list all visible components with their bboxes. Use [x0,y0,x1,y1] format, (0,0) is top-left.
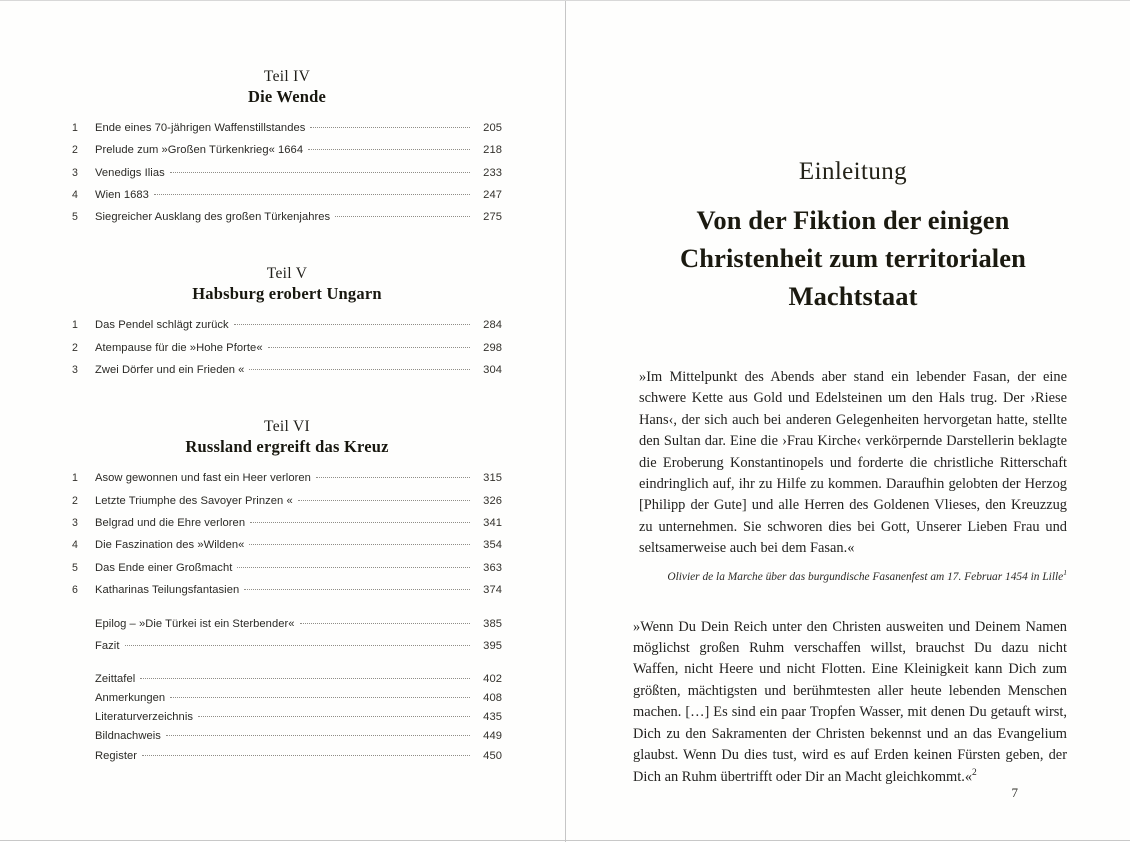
toc-dot-leader [249,369,470,370]
toc-entry-label: Asow gewonnen und fast ein Heer verloren [95,472,311,485]
toc-entry[interactable] [72,206,502,228]
epigraph-attribution [639,567,1067,585]
toc-dot-leader [237,567,470,568]
right-page [565,1,1130,842]
toc-entry-page: 374 [483,583,502,596]
toc-dot-leader [154,194,470,195]
toc-dot-leader [310,127,470,128]
toc-dot-leader [142,755,470,756]
toc-entry-page: 341 [483,516,502,529]
toc-part-heading [72,264,502,304]
toc-entry-page: 218 [483,144,502,157]
attribution-text: Olivier de la Marche über das burgundische Fasanenfest am 17. Februar 1454 in Lille [667,570,1064,583]
toc-entry-label: Das Ende einer Großmacht [95,561,233,574]
toc-entry-page: 363 [483,561,502,574]
toc-entry[interactable] [72,512,502,534]
toc-entry-page: 354 [483,539,502,552]
toc-entry-number: 1 [72,122,78,134]
toc-entry-page: 298 [483,341,502,354]
toc-entry-label: Epilog – »Die Türkei ist ein Sterbender« [95,618,295,631]
toc-entry-number: 2 [72,341,78,354]
toc-entry-page: 435 [483,711,502,724]
toc-dot-leader [250,522,470,523]
table-of-contents [72,67,502,766]
toc-entry-number: 5 [72,561,78,574]
toc-entry-label: Zwei Dörfer und ein Frieden « [95,364,245,377]
toc-entry[interactable] [72,613,502,635]
toc-entry-label: Katharinas Teilungsfantasien [95,583,240,596]
toc-entry[interactable] [72,139,502,161]
toc-entry[interactable] [72,635,502,657]
toc-entry[interactable] [72,534,502,556]
toc-entry-page: 385 [483,618,502,631]
toc-dot-leader [170,697,470,698]
toc-entry[interactable] [72,359,502,381]
toc-part-title: Russland ergreift das Kreuz [185,437,389,457]
toc-entry[interactable] [72,727,502,746]
toc-dot-leader [125,645,471,646]
toc-entry-label: Atempause für die »Hohe Pforte« [95,341,263,354]
toc-entry-page: 275 [483,211,502,224]
toc-entry-number: 2 [72,144,78,157]
toc-entry-page: 450 [483,749,502,762]
toc-entry-number: 2 [72,494,78,507]
footnote-marker-1: 1 [1063,567,1067,577]
toc-entry-label: Ende eines 70-jährigen Waffenstillstandes [95,122,306,134]
left-page [0,1,565,842]
toc-entry-label: Belgrad und die Ehre verloren [95,516,246,529]
toc-entry-label: Bildnachweis [95,730,161,743]
toc-entry[interactable] [72,467,502,489]
toc-part-heading [72,67,502,107]
toc-entry-label: Letzte Triumphe des Savoyer Prinzen « [95,494,293,507]
toc-entry-label: Venedigs Ilias [95,166,165,179]
page-number: 7 [1011,785,1018,800]
toc-part-heading [72,417,502,457]
toc-dot-leader [198,716,470,717]
toc-entry-page: 326 [483,494,502,507]
toc-entry-number: 3 [72,166,78,179]
toc-entry[interactable] [72,337,502,359]
toc-dot-leader [298,500,470,501]
toc-entry-page: 247 [483,188,502,201]
toc-entry-page: 315 [483,472,502,485]
toc-entry-list [72,467,502,601]
toc-entry-number: 3 [72,364,78,377]
footnote-marker-2: 2 [972,767,977,778]
toc-dot-leader [140,678,470,679]
toc-entry[interactable] [72,314,502,336]
toc-entry[interactable] [72,708,502,727]
chapter-kicker: Einleitung [798,158,908,185]
toc-entry-page: 284 [483,319,502,332]
toc-entry-list [72,314,502,381]
toc-closing-list [72,613,502,658]
toc-entry-number: 6 [72,583,78,596]
toc-entry[interactable] [72,747,502,766]
toc-back-matter-list [72,670,502,766]
epigraph-quote-two [633,617,1067,788]
toc-dot-leader [170,172,470,173]
toc-dot-leader [244,589,470,590]
toc-dot-leader [308,149,470,150]
toc-part-number: Teil IV [263,68,311,85]
toc-entry-page: 402 [483,672,502,685]
toc-entry-label: Zeittafel [95,672,136,685]
toc-entry[interactable] [72,557,502,579]
toc-dot-leader [166,735,470,736]
chapter-opener [633,1,1073,842]
toc-entry[interactable] [72,184,502,206]
toc-dot-leader [268,347,470,348]
toc-part-number: Teil VI [264,418,310,436]
toc-entry[interactable] [72,490,502,512]
toc-dot-leader [300,623,470,624]
toc-entry[interactable] [72,117,502,139]
toc-entry-label: Anmerkungen [95,691,166,704]
toc-entry-label: Das Pendel schlägt zurück [95,319,229,332]
toc-entry-number: 4 [72,539,78,552]
toc-entry-number: 1 [72,472,78,485]
toc-entry-label: Fazit [95,640,120,653]
page-title: Von der Fiktion der einigen Christenheit zum territorialen Machtstaat [680,205,1026,311]
toc-part-title: Die Wende [247,87,327,106]
toc-entry-page: 205 [483,122,502,134]
toc-dot-leader [234,324,470,325]
toc-entry-label: Wien 1683 [95,188,149,201]
toc-entry-page: 408 [483,691,502,704]
toc-entry[interactable] [72,579,502,601]
toc-part-title: Habsburg erobert Ungarn [192,284,382,304]
toc-entry-label: Literaturverzeichnis [95,711,193,724]
toc-part-number: Teil V [266,265,308,283]
toc-dot-leader [316,477,470,478]
toc-entry-page: 395 [483,640,502,653]
toc-entry-page: 304 [483,364,502,377]
toc-entry-label: Siegreicher Ausklang des großen Türkenjahres [95,211,331,224]
toc-entry-label: Die Faszination des »Wilden« [95,539,245,552]
toc-entry[interactable] [72,670,502,689]
toc-entry-list [72,117,502,228]
toc-entry[interactable] [72,162,502,184]
toc-entry-number: 1 [72,319,78,332]
toc-entry[interactable] [72,689,502,708]
toc-entry-number: 4 [72,188,78,201]
quote-two-text: »Wenn Du Dein Reich unter den Christen ausweiten und Deinem Namen möglichst großen Ruhm verschaffen willst, brauchst Du dazu nicht Waffen, nicht Heere und nicht Flotten. Eine Kleinigkeit kann Dich zum größten, mächtigsten und berühmtesten aller heute lebenden Menschen machen. […] Es sind ein paar Tropfen Wasser, mit denen Du getauft wirst, Dich zu den Sakramenten der Christen bekennst und an das Evangelium glaubst. Wenn Du dies tust, wird es auf Erden keinen Fürsten geben, der Dich an Ruhm übertrifft oder Dir an Macht gleichkommt.« [633,618,1067,785]
toc-dot-leader [335,216,470,217]
toc-entry-number: 5 [72,211,78,224]
toc-entry-number: 3 [72,516,78,529]
epigraph-quote-one: »Im Mittelpunkt des Abends aber stand ein lebender Fasan, der eine schwere Kette aus Gold und Edelsteinen um den Hals trug. Der ›Riese Hans‹, der sich auch bei anderen Gelegenheiten hervorgetan hatte, stellte den Sultan dar. Eine die ›Frau Kirche‹ verkörpernde Darstellerin beklagte die Eroberung Konstantinopels und forderte die christliche Ritterschaft eindringlich auf, ihr zu Hilfe zu kommen. Daraufhin gelobten der Herzog [Philipp der Gute] und alle Herren des Goldenen Vlieses, den Kreuzzug zu unternehmen. Sie schworen dies bei Gott, Unserer Lieben Frau und seltsamerweise auch bei dem Fasan.« [639,369,1067,557]
toc-dot-leader [249,544,470,545]
toc-entry-page: 449 [483,730,502,743]
toc-entry-page: 233 [483,166,502,179]
toc-entry-label: Prelude zum »Großen Türkenkrieg« 1664 [95,144,304,157]
toc-entry-label: Register [95,749,138,762]
